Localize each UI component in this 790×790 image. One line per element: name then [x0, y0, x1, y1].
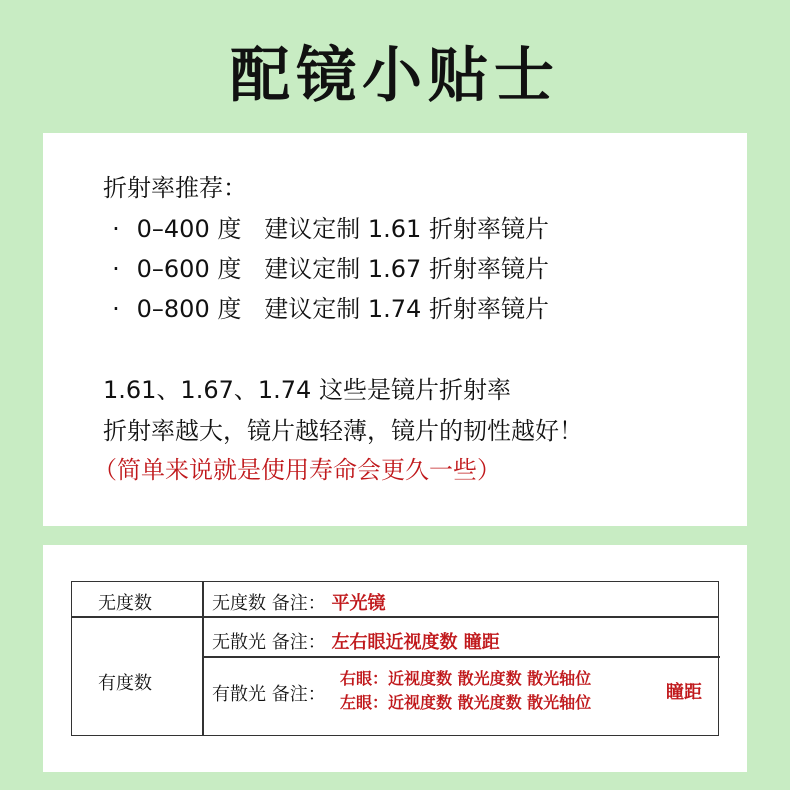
- recommend-text: 建议定制 1.74 折射率镜片: [264, 295, 549, 323]
- row-label-no-power: 无度数: [98, 593, 152, 614]
- recommend-item: [103, 294, 549, 324]
- pupil-distance-remark: 瞳距: [666, 682, 702, 703]
- recommend-heading: 折射率推荐：: [103, 174, 247, 202]
- refraction-tips-card: [43, 133, 747, 526]
- table-divider: [202, 582, 204, 735]
- table-divider: [202, 656, 720, 658]
- page-title: 配镜小贴士: [230, 41, 560, 111]
- right-eye-remark: 右眼：近视度数 散光度数 散光轴位: [340, 669, 592, 688]
- bullet-dot: ·: [112, 255, 120, 283]
- remark-label: 备注：: [271, 632, 326, 653]
- row-label-has-power: 有度数: [98, 673, 152, 694]
- remark-label: 备注：: [271, 593, 326, 614]
- recommend-range: 0–800 度: [136, 295, 242, 323]
- type-label: 无散光: [212, 632, 266, 653]
- table-row: [212, 628, 500, 654]
- table-row: [212, 680, 326, 706]
- recommend-text: 建议定制 1.67 折射率镜片: [264, 255, 549, 283]
- bullet-dot: ·: [112, 295, 120, 323]
- remark-value: 平光镜: [331, 593, 386, 614]
- recommend-text: 建议定制 1.61 折射率镜片: [264, 215, 549, 243]
- left-eye-remark: 左眼：近视度数 散光度数 散光轴位: [340, 693, 592, 712]
- recommend-item: [103, 254, 549, 284]
- note-line-3: （简单来说就是使用寿命会更久一些）: [93, 456, 501, 484]
- prescription-table-card: [43, 545, 747, 772]
- note-line-2: 折射率越大，镜片越轻薄，镜片的韧性越好！: [103, 417, 583, 445]
- recommend-range: 0–600 度: [136, 255, 242, 283]
- bullet-dot: ·: [112, 215, 120, 243]
- recommend-item: [103, 214, 549, 244]
- table-row: [212, 589, 385, 615]
- table-divider: [72, 616, 718, 618]
- recommend-range: 0–400 度: [136, 215, 242, 243]
- remark-value: 左右眼近视度数 瞳距: [331, 632, 500, 653]
- remark-label: 备注：: [271, 684, 326, 705]
- type-label: 无度数: [212, 593, 266, 614]
- prescription-table: [71, 581, 719, 736]
- type-label: 有散光: [212, 684, 266, 705]
- note-line-1: 1.61、1.67、1.74 这些是镜片折射率: [103, 376, 511, 404]
